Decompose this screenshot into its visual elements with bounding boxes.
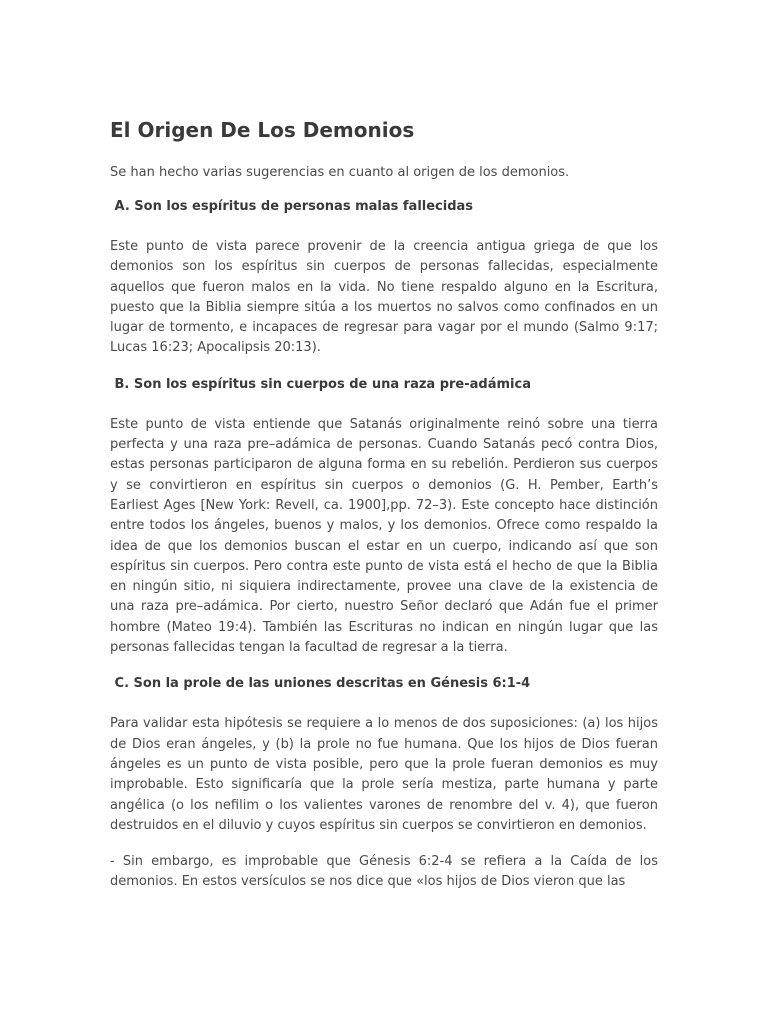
body-paragraph: Para validar esta hipótesis se requiere a lo menos de dos suposiciones: (a) los hijos de Dios eran ángeles, y (b) la prole no fue humana. Que los hijos de Dios fueran ángeles es un punto de vista posible, pero que la prole fueran demonios es muy improbable. Esto significaría que la prole sería mestiza, parte humana y parte angélica (o los nefilim o los valientes varones de renombre del v. 4), que fueron destruidos en el diluvio y cuyos espíritus sin cuerpos se convirtieron en demonios. xyxy=(110,716,658,833)
intro-paragraph: Se han hecho varias sugerencias en cuanto al origen de los demonios. xyxy=(110,165,570,180)
body-paragraph: Este punto de vista parece provenir de la creencia antigua griega de que los demonios son los espíritus sin cuerpos de personas fallecidas, especialmente aquellos que fueron malos en la vida. No tiene respaldo alguno en la Escritura, puesto que la Biblia siempre sitúa a los muertos no salvos como confinados en un lugar de tormento, e incapaces de regresar para vagar por el mundo (Salmo 9:17; Lucas 16:23; Apocalipsis 20:13). xyxy=(110,239,658,356)
body-paragraph: Este punto de vista entiende que Satanás originalmente reinó sobre una tierra perfecta y una raza pre–adámica de personas. Cuando Satanás pecó contra Dios, estas personas participaron de alguna forma en su rebelión. Perdieron sus cuerpos y se convirtieron en espíritus sin cuerpos o demonios (G. H. Pember, Earth’s Earliest Ages [New York: Revell, ca. 1900],pp. 72–3). Este concepto hace distinción entre todos los ángeles, buenos y malos, y los demonios. Ofrece como respaldo la idea de que los demonios buscan el estar en un cuerpo, indicando así que son espíritus sin cuerpos. Pero contra este punto de vista está el hecho de que la Biblia en ningún sitio, ni siquiera indirectamente, provee una clave de la existencia de una raza pre–adámica. Por cierto, nuestro Señor declaró que Adán fue el primer hombre (Mateo 19:4). También las Escrituras no indican en ningún lugar que las personas fallecidas tengan la facultad de regresar a la tierra. xyxy=(110,416,658,656)
section-heading: C. Son la prole de las uniones descritas en Génesis 6:1-4 xyxy=(110,676,531,692)
section-heading: A. Son los espíritus de personas malas fallecidas xyxy=(110,199,474,214)
section-heading: B. Son los espíritus sin cuerpos de una raza pre-adámica xyxy=(110,376,531,392)
section-c xyxy=(110,674,658,892)
body-paragraph: - Sin embargo, es improbable que Génesis 6:2-4 se refiera a la Caída de los demonios. En estos versículos se nos dice que «los hijos de Dios vieron que las xyxy=(110,854,658,890)
section-a xyxy=(110,197,658,359)
section-b xyxy=(110,375,658,659)
document-page xyxy=(110,116,658,909)
document-title: El Origen De Los Demonios xyxy=(110,118,415,142)
